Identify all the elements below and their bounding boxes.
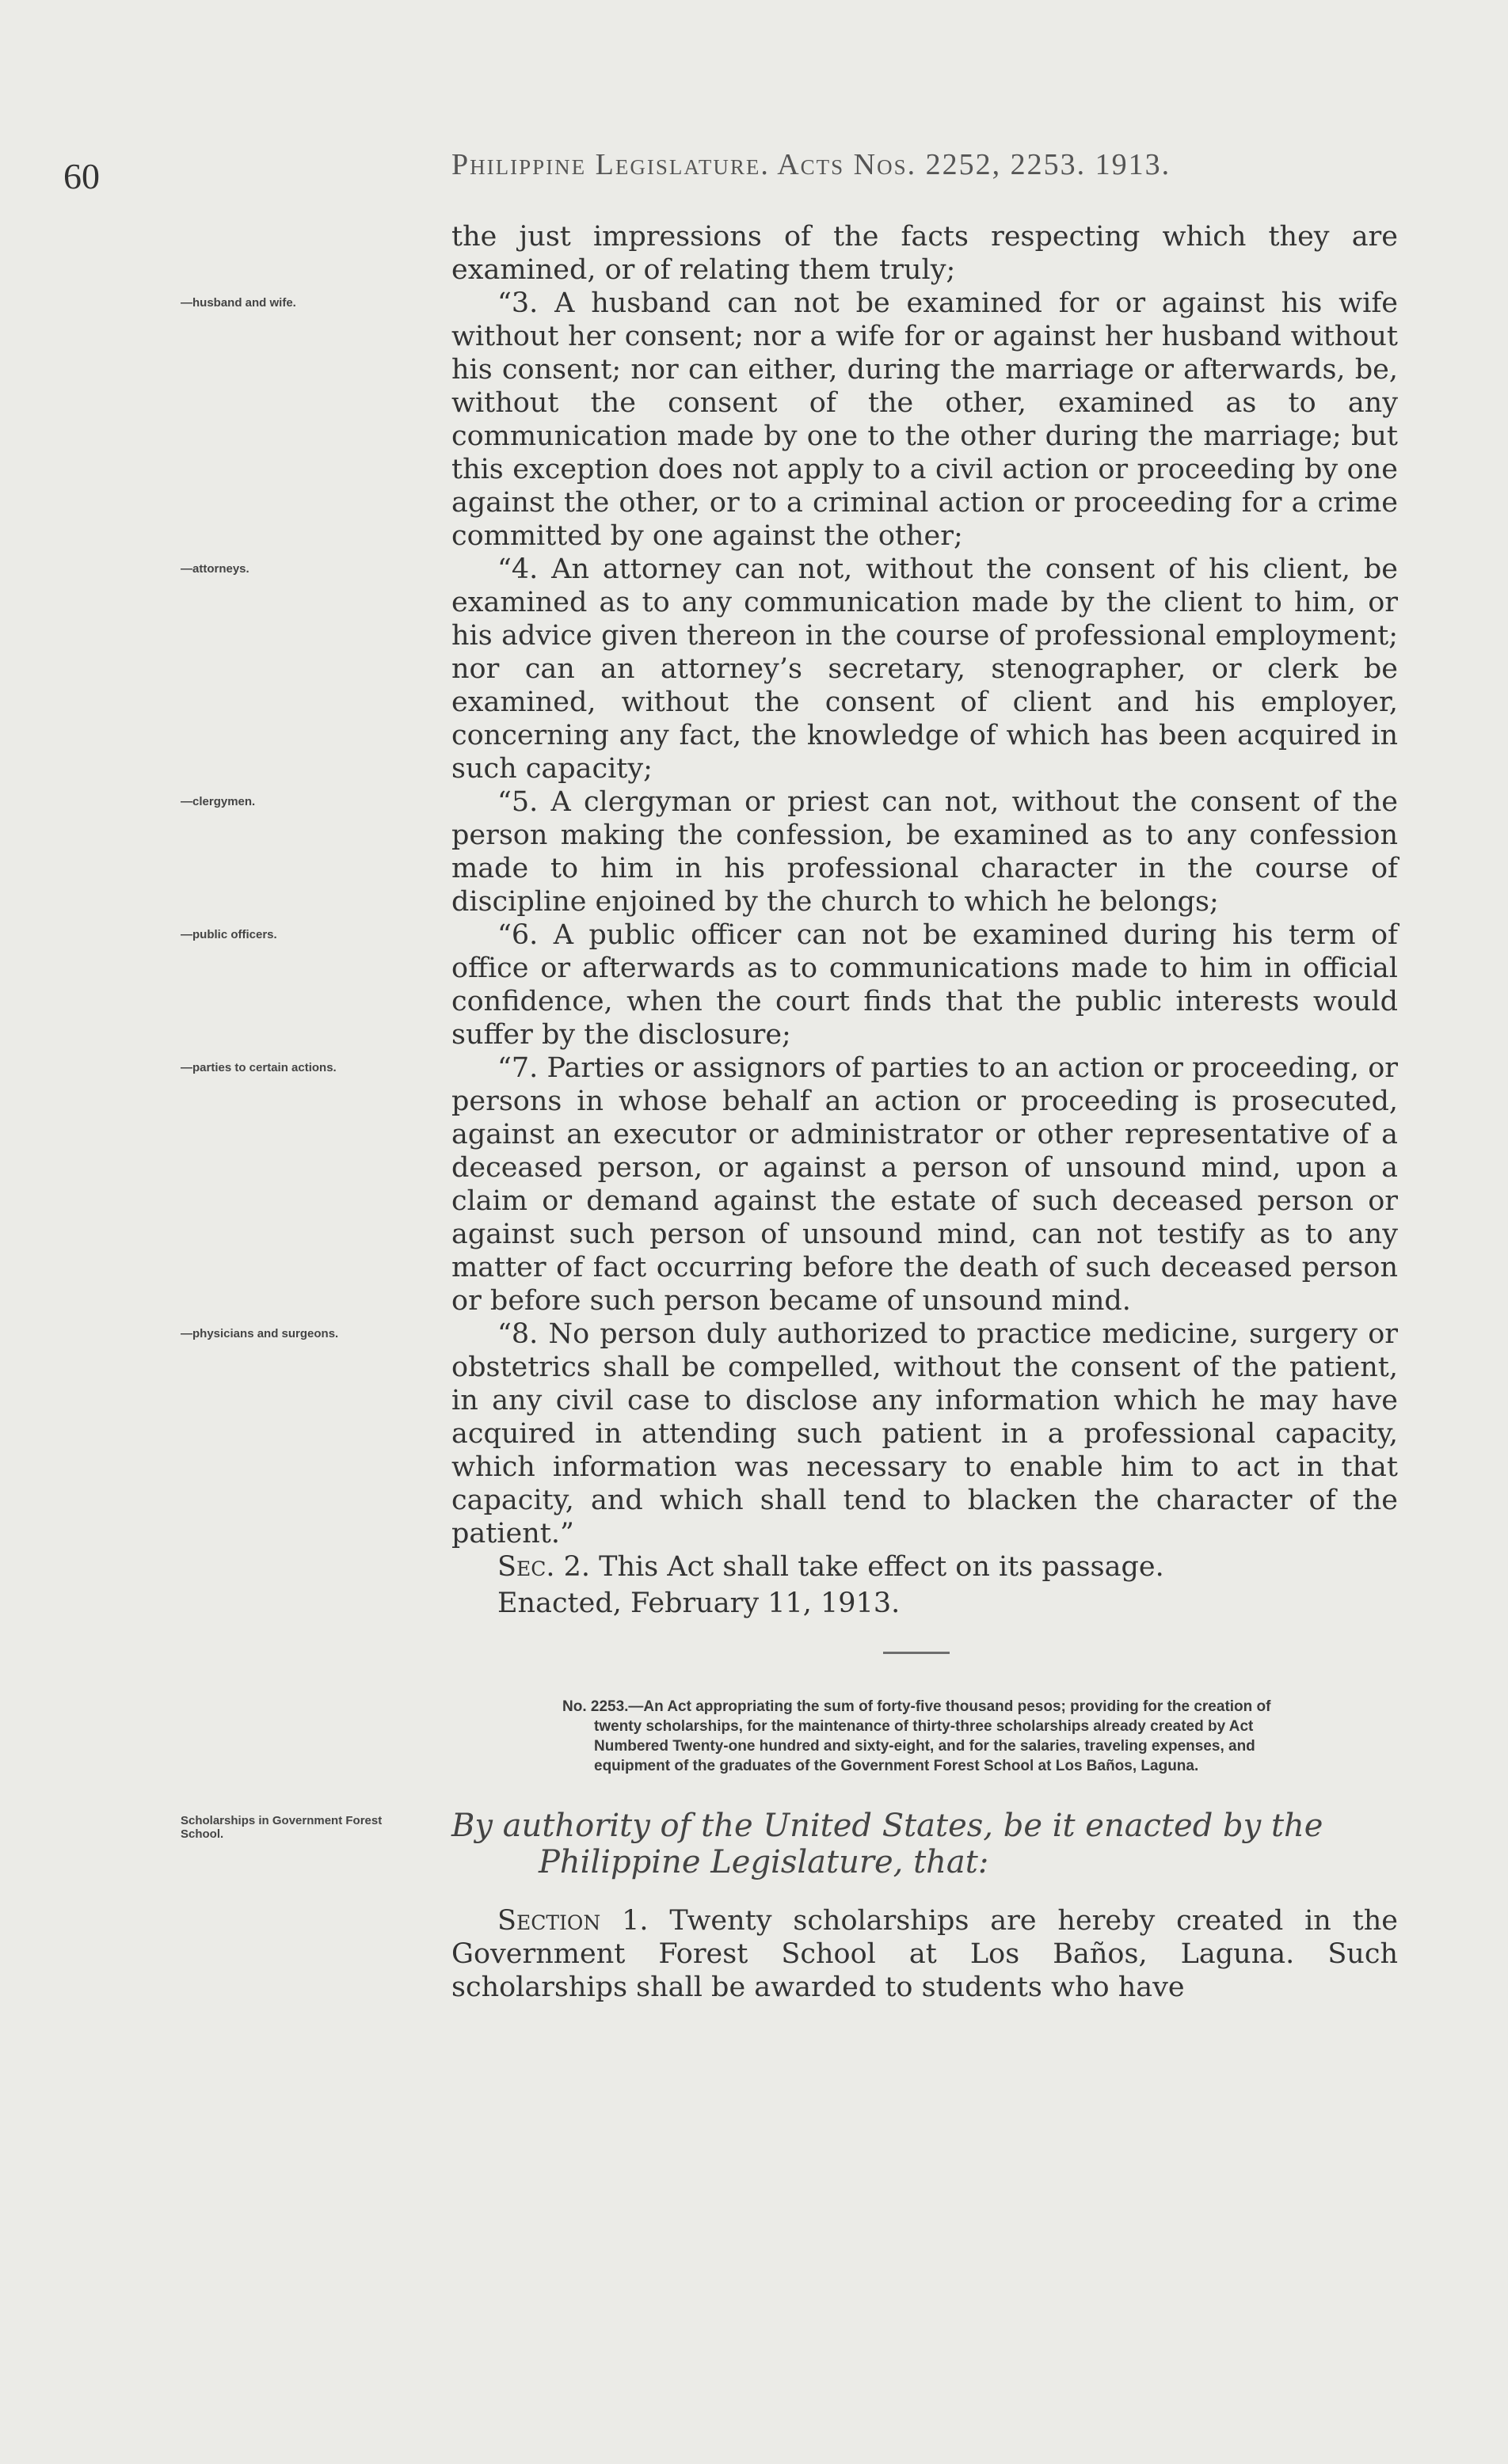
- clause-4: [181, 553, 1398, 785]
- enacted-date: Enacted, February 11, 1913.: [497, 1588, 901, 1619]
- section-divider: [883, 1652, 950, 1654]
- clause-5: [181, 785, 1398, 918]
- act-2253-summary: No. 2253.—An Act appropriating the sum of forty-five thousand pesos; providing for the creation of twenty scholarships, for the maintenance of thirty-three scholarships already created by Act Numbered Twenty-one hundred and sixty-eight, and for the salaries, traveling expenses, and equipment of the graduates of the Government Forest School at Los Baños, Laguna.: [562, 1698, 1271, 1774]
- running-head-text: Philippine Legislature. Acts Nos. 2252, 2253. 1913.: [451, 148, 1171, 181]
- clause-6: [181, 918, 1398, 1051]
- section-1-text: 1. Twenty scholarships are hereby created in the Government Forest School at Los Baños, Laguna. Such scholarships shall be awarded to students who have: [451, 1905, 1398, 2003]
- margin-note-public-officers: —public officers.: [181, 928, 277, 941]
- section-2: [451, 1550, 1398, 1584]
- section-2-text: 2. This Act shall take effect on its passage.: [554, 1551, 1164, 1583]
- margin-note-scholarships: Scholarships in Government Forest School.: [181, 1814, 383, 1841]
- section-1: [451, 1904, 1398, 2004]
- page-number: 60: [63, 156, 100, 196]
- act-2253-enacting-block: [181, 1808, 1398, 1880]
- margin-note-clergymen: —clergymen.: [181, 795, 256, 808]
- running-head: [451, 147, 1402, 182]
- clause-7: [181, 1051, 1398, 1318]
- margin-note-husband-wife: —husband and wife.: [181, 296, 296, 310]
- section-2-label: Sec.: [497, 1551, 555, 1583]
- margin-note-attorneys: —attorneys.: [181, 562, 249, 576]
- clause-3: [181, 287, 1398, 553]
- intro-paragraph: the just impressions of the facts respecting which they are examined, or of relating them truly;: [451, 221, 1398, 286]
- clause-8: [181, 1318, 1398, 1550]
- margin-note-physicians: —physicians and surgeons.: [181, 1327, 339, 1340]
- margin-note-parties-actions: —parties to certain actions.: [181, 1061, 337, 1074]
- clause-5-text: “5. A clergyman or priest can not, without the consent of the person making the confession, be examined as to any confession made to him in his professional character in the course of discipline enjoined by the church to which he belongs;: [451, 786, 1398, 918]
- page-content: [181, 220, 1398, 2004]
- clause-8-text: “8. No person duly authorized to practice medicine, surgery or obstetrics shall be compelled, without the consent of the patient, in any civil case to disclose any information which he may have acquired in attending such patient in a professional capacity, which information was necessary to enable him to act in that capacity, and which shall tend to blacken the character of the patient.”: [451, 1318, 1398, 1550]
- enacting-clause: By authority of the United States, be it enacted by the Philippine Legislature, that:: [451, 1808, 1323, 1880]
- section-1-label: Section: [497, 1905, 601, 1937]
- clause-4-text: “4. An attorney can not, without the consent of his client, be examined as to any communication made by the client to him, or his advice given thereon in the course of professional employment; nor can an attorney’s secretary, stenographer, or clerk be examined, without the consent of client and his employer, concerning any fact, the knowledge of which has been acquired in such capacity;: [451, 553, 1398, 785]
- clause-3-text: “3. A husband can not be examined for or against his wife without her consent; nor a wife for or against her husband without his consent; nor can either, during the marriage or afterwards, be, without the consent of the other, examined as to any communication made by one to the other during the marriage; but this exception does not apply to a civil action or proceeding by one against the other, or to a criminal action or proceeding for a crime committed by one against the other;: [451, 287, 1398, 552]
- clause-6-text: “6. A public officer can not be examined during his term of office or afterwards as to communications made to him in official confidence, when the court finds that the public interests would suffer by the disclosure;: [451, 919, 1398, 1051]
- clause-7-text: “7. Parties or assignors of parties to an action or proceeding, or persons in whose behalf an action or proceeding is prosecuted, against an executor or administrator or other representative of a deceased person, or against a person of unsound mind, upon a claim or demand against the estate of such deceased person or against such person of unsound mind, can not testify as to any matter of fact occurring before the death of such deceased person or before such person became of unsound mind.: [451, 1052, 1398, 1317]
